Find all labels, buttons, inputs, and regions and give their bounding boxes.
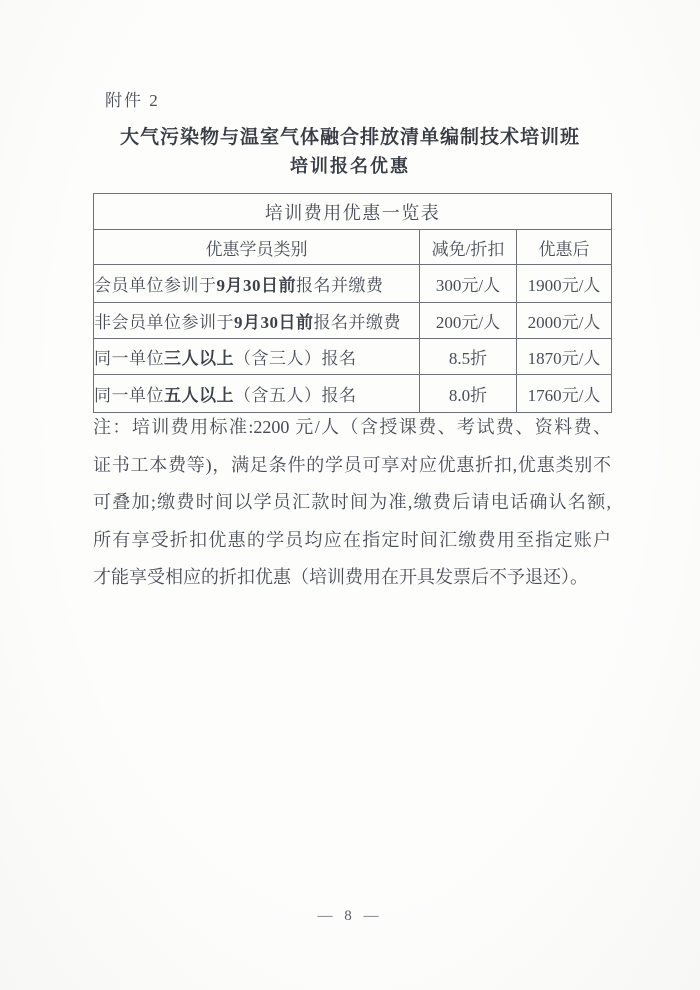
- page-number: — 8 —: [317, 908, 383, 924]
- attachment-label: 附件 2: [105, 91, 160, 110]
- category-prefix: 会员单位参训于: [94, 276, 217, 295]
- discount-cell: 300元/人: [420, 265, 517, 303]
- table-header-row: [94, 230, 612, 265]
- table-caption-row: [94, 194, 612, 230]
- table-row: [94, 303, 612, 339]
- category-suffix: （含五人）报名: [234, 386, 357, 405]
- note-line: 可叠加;缴费时间以学员汇款时间为准,缴费后请电话确认名额,: [93, 492, 611, 512]
- price-cell: 1900元/人: [517, 265, 612, 303]
- discount-cell: 8.0折: [420, 375, 517, 413]
- category-cell: [94, 339, 420, 375]
- category-cell: [94, 303, 420, 339]
- category-bold: 五人以上: [164, 386, 234, 405]
- price-cell: 1760元/人: [517, 375, 612, 413]
- category-cell: [94, 375, 420, 413]
- category-bold: 9月30日前: [216, 276, 296, 295]
- table-row: [94, 339, 612, 375]
- table-row: [94, 265, 612, 303]
- column-header-category: 优惠学员类别: [94, 230, 420, 265]
- category-bold: 9月30日前: [234, 313, 314, 332]
- discount-cell: 200元/人: [420, 303, 517, 339]
- note-line: 证书工本费等)，满足条件的学员可享对应优惠折扣,优惠类别不: [93, 454, 611, 475]
- category-cell: [94, 265, 420, 303]
- table-row: [94, 375, 612, 413]
- category-suffix: 报名并缴费: [296, 276, 384, 295]
- column-header-discount: 减免/折扣: [420, 230, 517, 265]
- category-suffix: 报名并缴费: [313, 313, 401, 332]
- fee-discount-table: [93, 193, 612, 413]
- discount-cell: 8.5折: [420, 339, 517, 375]
- note-line: 注：培训费用标准:2200 元/人（含授课费、考试费、资料费、: [93, 417, 611, 437]
- column-header-price-after: 优惠后: [517, 230, 612, 265]
- table-caption: 培训费用优惠一览表: [94, 194, 612, 230]
- price-cell: 2000元/人: [517, 303, 612, 339]
- category-bold: 三人以上: [164, 349, 234, 368]
- document-title: [0, 124, 700, 180]
- category-prefix: 非会员单位参训于: [94, 313, 234, 332]
- note-line: 所有享受折扣优惠的学员均应在指定时间汇缴费用至指定账户: [93, 529, 611, 550]
- note-line: 才能享受相应的折扣优惠（培训费用在开具发票后不予退还）。: [93, 567, 588, 587]
- document-title-line1: 大气污染物与温室气体融合排放清单编制技术培训班: [119, 127, 580, 148]
- category-prefix: 同一单位: [94, 386, 164, 405]
- category-prefix: 同一单位: [94, 349, 164, 368]
- category-suffix: （含三人）报名: [234, 349, 357, 368]
- price-cell: 1870元/人: [517, 339, 612, 375]
- note-paragraph: [93, 409, 611, 597]
- document-title-line2: 培训报名优惠: [290, 156, 410, 176]
